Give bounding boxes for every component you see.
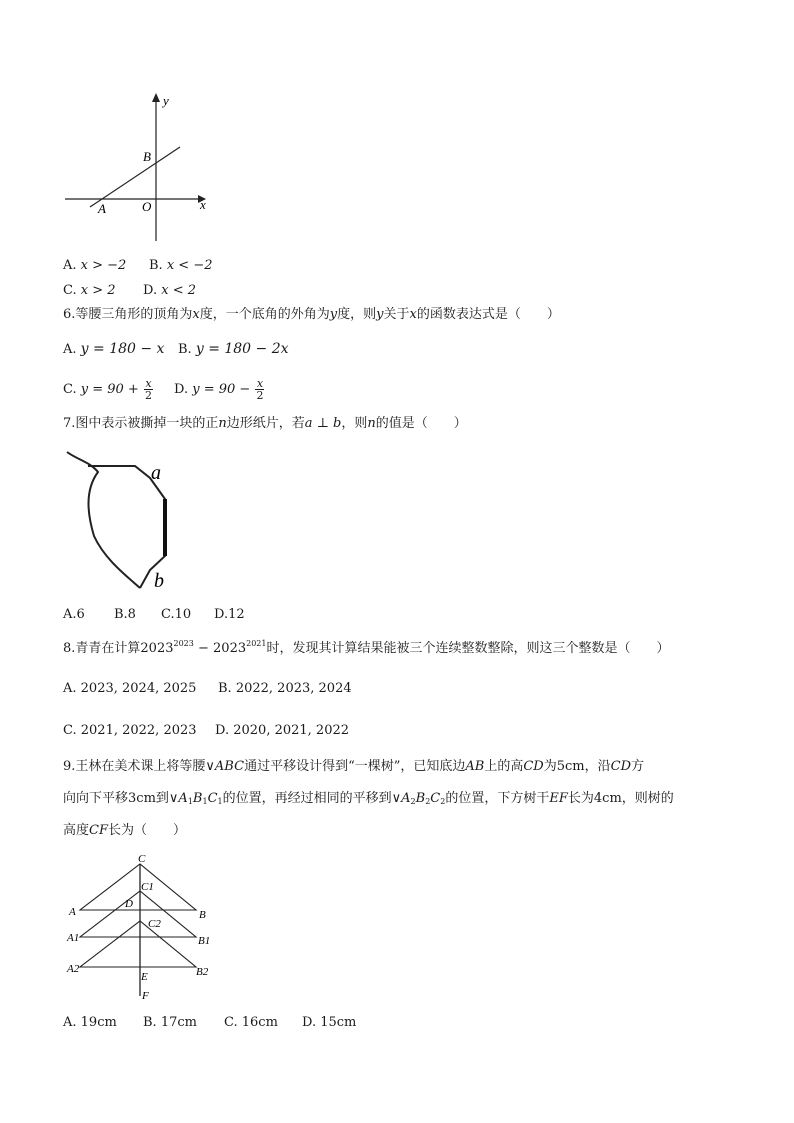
triangle-a2b2c2: [80, 921, 196, 967]
stem-text: 到: [155, 791, 169, 806]
label-b: b: [154, 570, 164, 592]
fraction: [255, 378, 264, 401]
label-B: B: [199, 909, 206, 921]
stem-text: ，则: [341, 416, 368, 431]
var-x: x: [192, 307, 200, 322]
option-letter: B.: [149, 258, 167, 273]
label-C2: C2: [148, 918, 161, 930]
origin-label: O: [142, 199, 152, 214]
stem-text: 7.图中表示被撕掉一块的正: [63, 416, 219, 431]
numerator: x: [145, 377, 152, 390]
option-letter: A.: [63, 681, 81, 696]
q8-option-c: [63, 723, 197, 739]
subscript: 2: [425, 797, 431, 806]
q9-stem-line3: [63, 823, 186, 839]
stem-text: 关于: [383, 307, 410, 322]
option-expr: y = 90 +: [80, 382, 143, 397]
stem-text: 方: [631, 759, 645, 774]
label-A: A: [69, 906, 76, 918]
option-expr: x > −2: [80, 258, 127, 273]
segment-ab: AB: [465, 759, 485, 774]
q7-stem: [63, 416, 467, 432]
q8-option-b: [218, 681, 352, 697]
stem-text: 的位置，再经过相同的平移到: [222, 791, 392, 806]
var-x: x: [409, 307, 417, 322]
option-letter: C.: [63, 283, 81, 298]
triangle-label: C: [430, 791, 441, 806]
option-value: 2020, 2021, 2022: [233, 723, 350, 738]
q6-option-d: [174, 374, 265, 406]
q6-option-b: [178, 341, 289, 358]
stem-text: 长为（ ）: [107, 823, 186, 838]
triangle-label: B: [192, 791, 203, 806]
stem-text: 边形纸片，若: [226, 416, 305, 431]
triangle-label: ∨A: [391, 791, 411, 806]
numerator: x: [256, 377, 264, 390]
option-letter: C.: [63, 723, 81, 738]
label-C1: C1: [141, 881, 154, 893]
power-base: 2023: [213, 641, 247, 656]
q5-option-a: [63, 258, 126, 274]
option-expr: y = 180 − 2x: [195, 341, 289, 357]
option-letter: C.: [63, 382, 81, 397]
q9-option-d: D. 15cm: [302, 1015, 357, 1030]
label-C: C: [138, 853, 146, 865]
segment-cd: CD: [610, 759, 631, 774]
triangle-abc: ∨ABC: [205, 759, 245, 774]
minus-sign: −: [193, 641, 214, 656]
y-axis-label: y: [163, 93, 169, 108]
option-letter: A.: [63, 342, 81, 357]
option-expr: x < 2: [161, 283, 196, 298]
label-A2: A2: [67, 963, 80, 975]
label-E: E: [141, 971, 148, 983]
length-value: 5cm: [556, 759, 585, 774]
stem-text: 为: [543, 759, 557, 774]
torn-edge: [67, 452, 140, 588]
var-n: n: [367, 416, 376, 431]
triangle-a1b1c1: [80, 891, 196, 937]
stem-text: 6.等腰三角形的顶角为: [63, 307, 193, 322]
segment-ef: EF: [549, 791, 568, 806]
stem-text: 度，则: [337, 307, 377, 322]
linear-function-graph: [60, 88, 220, 248]
triangle-label: C: [207, 791, 218, 806]
option-letter: A.: [63, 258, 81, 273]
q6-option-c: [63, 374, 154, 406]
length-value: 4cm: [593, 791, 622, 806]
option-expr: x > 2: [80, 283, 116, 298]
option-letter: B.: [218, 681, 236, 696]
stem-text: 度，一个底角的外角为: [199, 307, 330, 322]
option-expr: y = 90 −: [192, 382, 255, 397]
var-n: n: [218, 416, 227, 431]
torn-polygon-figure: [60, 446, 190, 596]
q8-option-d: [215, 723, 349, 739]
label-A1: A1: [67, 932, 80, 944]
power-exponent: 2021: [246, 639, 267, 648]
subscript: 2: [440, 797, 446, 806]
option-value: 2023, 2024, 2025: [80, 681, 197, 696]
label-B2: B2: [196, 966, 209, 978]
q5-option-b: [149, 258, 212, 274]
q6-stem: [63, 307, 560, 323]
q5-option-c: [63, 283, 116, 299]
fraction: [144, 378, 153, 401]
q9-stem-line2: [63, 791, 674, 807]
label-D: D: [125, 898, 133, 910]
stem-text: ，则树的: [621, 791, 674, 806]
q8-option-a: [63, 681, 196, 697]
stem-text: 向向下平移: [63, 791, 129, 806]
denominator: 2: [256, 389, 264, 402]
stem-text: 8.青青在计算: [63, 641, 141, 656]
q9-option-a: A. 19cm: [63, 1015, 117, 1030]
segment-cd: CD: [523, 759, 544, 774]
label-F: F: [142, 990, 149, 1002]
q8-stem: [63, 641, 670, 657]
triangle-label: ∨A: [168, 791, 188, 806]
stem-text: 时，发现其计算结果能被三个连续整数整除，则这三个整数是（ ）: [266, 641, 670, 656]
point-a-label: A: [98, 201, 106, 216]
perpendicular-expr: a ⊥ b: [304, 416, 342, 431]
stem-text: 高度: [63, 823, 90, 838]
var-y: y: [329, 307, 338, 322]
stem-text: 的位置，下方树干: [445, 791, 550, 806]
var-y: y: [376, 307, 384, 322]
triangle-label: B: [415, 791, 426, 806]
option-value: 2021, 2022, 2023: [80, 723, 197, 738]
length-value: 3cm: [128, 791, 156, 806]
q9-option-c: C. 16cm: [224, 1015, 278, 1030]
subscript: 1: [217, 797, 223, 806]
subscript: 1: [202, 797, 208, 806]
q9-option-b: B. 17cm: [143, 1015, 197, 1030]
tree-figure: [60, 846, 220, 1006]
q5-option-d: [143, 283, 196, 299]
q7-option-a: A.6: [63, 607, 85, 622]
option-expr: x < −2: [166, 258, 213, 273]
subscript: 1: [187, 797, 193, 806]
option-letter: D.: [215, 723, 234, 738]
q7-option-d: D.12: [214, 607, 245, 622]
stem-text: 的函数表达式是（ ）: [416, 307, 560, 322]
stem-text: 长为: [567, 791, 594, 806]
segment-cf: CF: [89, 823, 108, 838]
point-b-label: B: [143, 149, 151, 164]
option-letter: D.: [174, 382, 193, 397]
q7-option-b: B.8: [114, 607, 136, 622]
option-letter: D.: [143, 283, 162, 298]
power-exponent: 2023: [173, 639, 194, 648]
q7-option-c: C.10: [161, 607, 192, 622]
q6-option-a: [63, 341, 164, 358]
option-expr: y = 180 − x: [80, 341, 165, 357]
power-base: 2023: [140, 641, 174, 656]
triangle-abc: [80, 864, 196, 910]
stem-text: 上的高: [484, 759, 524, 774]
x-axis-label: x: [200, 197, 206, 212]
label-a: a: [151, 462, 161, 484]
label-B1: B1: [198, 935, 211, 947]
stem-text: 通过平移设计得到“一棵树”，已知底边: [244, 759, 466, 774]
q9-stem-line1: [63, 759, 644, 775]
option-letter: B.: [178, 342, 196, 357]
subscript: 2: [410, 797, 416, 806]
function-line: [90, 147, 180, 207]
stem-text: ，沿: [584, 759, 611, 774]
denominator: 2: [144, 389, 152, 402]
stem-text: 的值是（ ）: [375, 416, 467, 431]
stem-text: 9.王林在美术课上将等腰: [63, 759, 206, 774]
y-axis-arrow: [152, 93, 160, 102]
option-value: 2022, 2023, 2024: [235, 681, 352, 696]
